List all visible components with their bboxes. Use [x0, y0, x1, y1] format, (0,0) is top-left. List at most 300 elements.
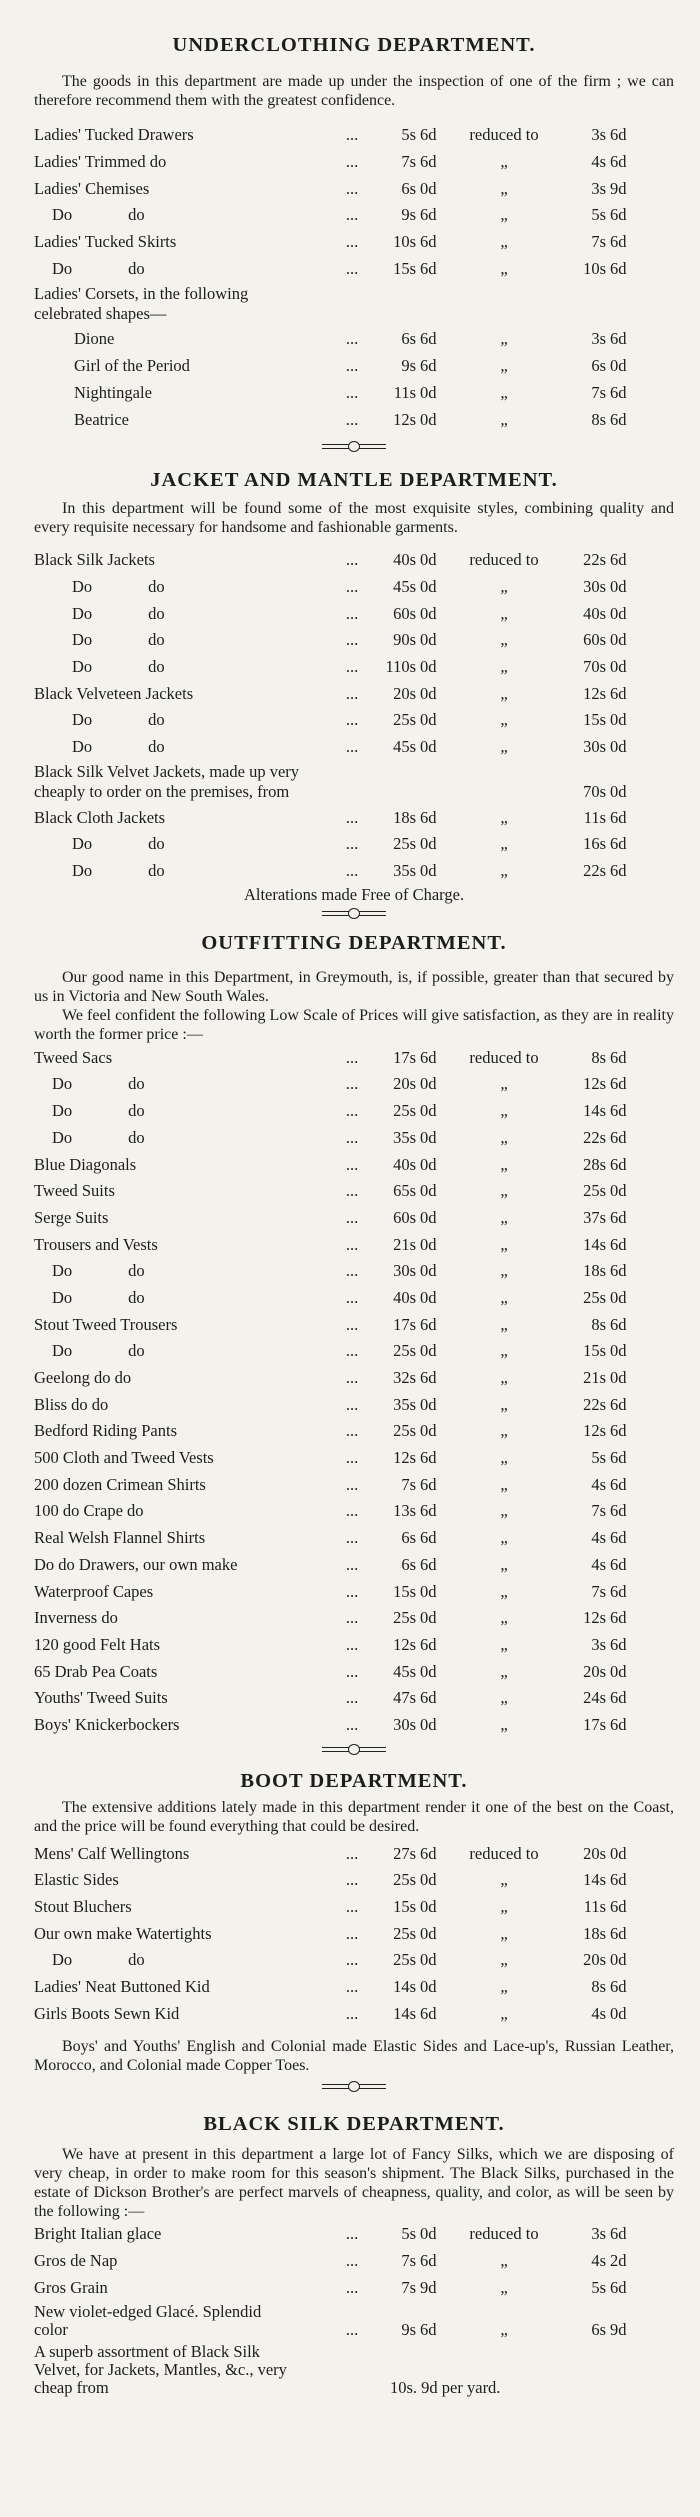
price-row — [34, 1098, 674, 1125]
old-price-pence: 0d — [420, 1421, 437, 1441]
jacket-intro: In this department will be found some of the most exquisite styles, combining quality and every requisite necessary for handsome and fashionable garments. — [34, 499, 674, 536]
leader-dots: ... — [345, 2320, 359, 2340]
old-price-shillings: 25s — [393, 1341, 416, 1361]
old-price-pence: 0d — [420, 1261, 437, 1281]
new-price-shillings: 60s — [583, 630, 606, 650]
item-label — [34, 1341, 334, 1361]
leader-dots: ... — [345, 1181, 359, 1201]
old-price-pence: 6d — [420, 152, 437, 172]
old-price-pence: 6d — [420, 1448, 437, 1468]
item-label: Inverness do — [34, 1608, 118, 1628]
item-label: 100 do Crape do — [34, 1501, 144, 1521]
old-price-pence: 0d — [420, 1977, 437, 1997]
old-price-pence: 6d — [420, 1474, 437, 1494]
old-price-shillings: 90s — [393, 630, 416, 650]
new-price-shillings: 37s — [583, 1207, 606, 1227]
jacket-note: Alterations made Free of Charge. — [243, 885, 465, 905]
old-price-shillings: 47s — [393, 1688, 416, 1708]
leader-dots: ... — [345, 205, 359, 225]
item-label-do: Do — [52, 1127, 73, 1147]
item-label: Black Cloth Jackets — [34, 807, 166, 827]
leader-dots: ... — [345, 258, 359, 278]
item-label: Nightingale — [74, 382, 152, 402]
outfitting-intro-1: Our good name in this Department, in Greymouth, is, if possible, greater than that secured by us in Victoria and New South Wales. — [34, 969, 674, 1006]
item-label: 65 Drab Pea Coats — [34, 1661, 158, 1681]
price-row — [34, 326, 674, 353]
new-price-shillings: 14s — [583, 1101, 606, 1121]
old-price-pence: 0d — [420, 630, 437, 650]
new-price-pence: 6d — [610, 2224, 627, 2244]
new-price-pence: 6d — [610, 1501, 627, 1521]
old-price-shillings: 25s — [393, 1608, 416, 1628]
price-row — [34, 858, 674, 885]
item-label — [34, 205, 334, 225]
old-price-shillings: 65s — [393, 1181, 416, 1201]
silk-list — [34, 2221, 674, 2301]
leader-dots: ... — [345, 1421, 359, 1441]
old-price-shillings: 6s — [401, 1528, 416, 1548]
velvet-jackets-label: Black Silk Velvet Jackets, made up very cheaply to order on the premises, from — [34, 762, 300, 802]
new-price-shillings: 7s — [591, 1501, 606, 1521]
new-price-shillings: 28s — [583, 1154, 606, 1174]
reduced-marker: „ — [500, 1501, 508, 1521]
price-row — [34, 1258, 674, 1285]
item-label-ditto: do — [128, 1074, 145, 1094]
leader-dots: ... — [345, 737, 359, 757]
silk-velvet-label: A superb assortment of Black Silk Velvet, for Jackets, Mantles, &c., very cheap from — [34, 2342, 287, 2398]
old-price-shillings: 7s — [401, 1474, 416, 1494]
item-label-ditto: do — [128, 258, 145, 278]
new-price-shillings: 20s — [583, 1843, 606, 1863]
item-label: Bedford Riding Pants — [34, 1421, 177, 1441]
item-label: Ladies' Neat Buttoned Kid — [34, 1977, 210, 1997]
reduced-marker: „ — [500, 1101, 508, 1121]
reduced-marker: „ — [500, 630, 508, 650]
price-row — [34, 1840, 674, 1867]
leader-dots: ... — [345, 834, 359, 854]
item-label: Tweed Suits — [34, 1181, 115, 1201]
reduced-marker: „ — [500, 1608, 508, 1628]
item-label-ditto: do — [128, 205, 145, 225]
new-price-shillings: 14s — [583, 1870, 606, 1890]
price-row — [34, 1391, 674, 1418]
new-price-pence: 0d — [610, 656, 627, 676]
leader-dots: ... — [345, 603, 359, 623]
item-label: 120 good Felt Hats — [34, 1634, 161, 1654]
new-price-shillings: 21s — [583, 1368, 606, 1388]
leader-dots: ... — [345, 1714, 359, 1734]
reduced-marker: „ — [500, 1181, 508, 1201]
old-price-pence: 6d — [420, 2251, 437, 2271]
old-price-pence: 0d — [420, 1101, 437, 1121]
leader-dots: ... — [345, 1923, 359, 1943]
old-price-pence: 0d — [420, 1341, 437, 1361]
leader-dots: ... — [345, 1234, 359, 1254]
new-price-pence: 6d — [610, 125, 627, 145]
item-label: Mens' Calf Wellingtons — [34, 1843, 190, 1863]
violet-new-s: 6s — [591, 2320, 606, 2340]
item-label-do: Do — [72, 861, 93, 881]
new-price-shillings: 20s — [583, 1661, 606, 1681]
reduced-marker: „ — [500, 1261, 508, 1281]
old-price-shillings: 11s — [393, 382, 416, 402]
reduced-marker: „ — [500, 603, 508, 623]
new-price-pence: 6d — [610, 1127, 627, 1147]
price-row — [34, 1920, 674, 1947]
leader-dots: ... — [345, 1448, 359, 1468]
new-price-shillings: 12s — [583, 1074, 606, 1094]
item-label-do: Do — [72, 710, 93, 730]
leader-dots: ... — [345, 1661, 359, 1681]
item-label: Ladies' Trimmed do — [34, 152, 167, 172]
price-row — [34, 707, 674, 734]
price-row — [34, 1471, 674, 1498]
new-price-pence: 6d — [610, 1474, 627, 1494]
jacket-title: JACKET AND MANTLE DEPARTMENT. — [150, 468, 558, 491]
violet-glace-row — [34, 2301, 674, 2341]
old-price-pence: 6d — [420, 1368, 437, 1388]
item-label — [34, 577, 334, 597]
new-price-shillings: 8s — [591, 1314, 606, 1334]
item-label: Black Silk Jackets — [34, 550, 155, 570]
old-price-shillings: 35s — [393, 1127, 416, 1147]
old-price-pence: 0d — [420, 1234, 437, 1254]
reduced-marker: „ — [500, 1341, 508, 1361]
item-label — [34, 861, 334, 881]
old-price-pence: 9d — [420, 2277, 437, 2297]
leader-dots: ... — [345, 178, 359, 198]
section-divider — [34, 1742, 674, 1756]
leader-dots: ... — [345, 2251, 359, 2271]
reduced-marker: „ — [500, 1923, 508, 1943]
old-price-shillings: 7s — [401, 152, 416, 172]
leader-dots: ... — [345, 710, 359, 730]
reduced-marker: „ — [500, 1688, 508, 1708]
old-price-shillings: 20s — [393, 683, 416, 703]
new-price-pence: 2d — [610, 2251, 627, 2271]
price-row — [34, 547, 674, 574]
old-price-pence: 0d — [420, 1127, 437, 1147]
old-price-shillings: 15s — [393, 1581, 416, 1601]
leader-dots: ... — [345, 1047, 359, 1067]
price-row — [34, 1712, 674, 1739]
new-price-pence: 6d — [610, 1714, 627, 1734]
leader-dots: ... — [345, 1501, 359, 1521]
price-row — [34, 1151, 674, 1178]
reduced-marker: „ — [500, 2251, 508, 2271]
price-row — [34, 202, 674, 229]
reduced-marker: „ — [500, 152, 508, 172]
new-price-shillings: 22s — [583, 861, 606, 881]
reduced-marker: „ — [500, 737, 508, 757]
price-row — [34, 1632, 674, 1659]
old-price-shillings: 5s — [401, 2224, 416, 2244]
old-price-shillings: 20s — [393, 1074, 416, 1094]
item-label: Ladies' Chemises — [34, 178, 150, 198]
price-row — [34, 1947, 674, 1974]
item-label: Girls Boots Sewn Kid — [34, 2003, 180, 2023]
old-price-shillings: 25s — [393, 834, 416, 854]
old-price-pence: 0d — [420, 1950, 437, 1970]
leader-dots: ... — [345, 1688, 359, 1708]
new-price-shillings: 7s — [591, 382, 606, 402]
old-price-shillings: 5s — [401, 125, 416, 145]
new-price-pence: 6d — [610, 232, 627, 252]
item-label-ditto: do — [148, 737, 165, 757]
old-price-pence: 6d — [420, 807, 437, 827]
old-price-shillings: 17s — [393, 1314, 416, 1334]
reduced-marker: „ — [500, 1448, 508, 1468]
new-price-shillings: 12s — [583, 1608, 606, 1628]
reduced-marker: „ — [500, 1528, 508, 1548]
reduced-marker: reduced to — [469, 1047, 539, 1067]
new-price-pence: 0d — [610, 1368, 627, 1388]
new-price-pence: 0d — [610, 1843, 627, 1863]
reduced-marker: „ — [500, 807, 508, 827]
old-price-shillings: 21s — [393, 1234, 416, 1254]
reduced-marker: „ — [500, 1314, 508, 1334]
leader-dots: ... — [345, 1368, 359, 1388]
item-label — [34, 1288, 334, 1308]
reduced-marker: „ — [500, 2003, 508, 2023]
new-price-shillings: 11s — [583, 807, 606, 827]
reduced-marker: „ — [500, 356, 508, 376]
new-price-shillings: 22s — [583, 1127, 606, 1147]
price-row — [34, 1605, 674, 1632]
price-row — [34, 1552, 674, 1579]
old-price-pence: 0d — [420, 1181, 437, 1201]
price-row — [34, 1178, 674, 1205]
reduced-marker: „ — [500, 2277, 508, 2297]
old-price-shillings: 25s — [393, 1101, 416, 1121]
price-row — [34, 406, 674, 433]
underclothing-list — [34, 122, 674, 282]
old-price-shillings: 12s — [393, 409, 416, 429]
new-price-shillings: 22s — [583, 550, 606, 570]
old-price-pence: 0d — [420, 550, 437, 570]
new-price-pence: 6d — [610, 1394, 627, 1414]
old-price-shillings: 12s — [393, 1634, 416, 1654]
section-divider — [34, 2079, 674, 2093]
old-price-pence: 6d — [420, 1554, 437, 1574]
old-price-pence: 6d — [420, 205, 437, 225]
leader-dots: ... — [345, 1261, 359, 1281]
reduced-marker: „ — [500, 1870, 508, 1890]
item-label: 200 dozen Crimean Shirts — [34, 1474, 206, 1494]
price-row — [34, 380, 674, 407]
old-price-pence: 0d — [420, 1207, 437, 1227]
old-price-shillings: 6s — [401, 1554, 416, 1574]
leader-dots: ... — [345, 807, 359, 827]
price-row — [34, 600, 674, 627]
item-label — [34, 1074, 334, 1094]
item-label: Tweed Sacs — [34, 1047, 113, 1067]
outfitting-list — [34, 1044, 674, 1738]
item-label-ditto: do — [128, 1261, 145, 1281]
new-price-pence: 0d — [610, 630, 627, 650]
section-divider — [34, 439, 674, 453]
new-price-shillings: 15s — [583, 710, 606, 730]
item-label: Boys' Knickerbockers — [34, 1714, 180, 1734]
new-price-pence: 6d — [610, 1897, 627, 1917]
leader-dots: ... — [345, 152, 359, 172]
item-label: Ladies' Tucked Drawers — [34, 125, 194, 145]
new-price-shillings: 4s — [591, 1554, 606, 1574]
new-price-pence: 6d — [610, 861, 627, 881]
new-price-shillings: 10s — [583, 258, 606, 278]
reduced-marker: „ — [500, 834, 508, 854]
item-label-do: Do — [52, 1287, 73, 1307]
leader-dots: ... — [345, 1977, 359, 1997]
price-row — [34, 1285, 674, 1312]
item-label-do: Do — [72, 630, 93, 650]
item-label-do: Do — [72, 834, 93, 854]
new-price-pence: 0d — [610, 1950, 627, 1970]
old-price-shillings: 9s — [401, 205, 416, 225]
item-label-do: Do — [52, 258, 73, 278]
item-label: 500 Cloth and Tweed Vests — [34, 1448, 214, 1468]
reduced-marker: „ — [500, 1554, 508, 1574]
leader-dots: ... — [345, 1394, 359, 1414]
old-price-shillings: 25s — [393, 710, 416, 730]
item-label-ditto: do — [148, 576, 165, 596]
leader-dots: ... — [345, 1554, 359, 1574]
leader-dots: ... — [345, 1634, 359, 1654]
leader-dots: ... — [345, 409, 359, 429]
item-label — [34, 834, 334, 854]
new-price-shillings: 22s — [583, 1394, 606, 1414]
item-label: Waterproof Capes — [34, 1581, 154, 1601]
new-price-shillings: 7s — [591, 1581, 606, 1601]
new-price-pence: 6d — [610, 1554, 627, 1574]
new-price-pence: 6d — [610, 329, 627, 349]
new-price-shillings: 40s — [583, 603, 606, 623]
old-price-pence: 6d — [420, 1501, 437, 1521]
new-price-shillings: 17s — [583, 1714, 606, 1734]
item-label-ditto: do — [128, 1341, 145, 1361]
old-price-shillings: 45s — [393, 576, 416, 596]
old-price-pence: 6d — [420, 356, 437, 376]
new-price-shillings: 16s — [583, 834, 606, 854]
item-label-ditto: do — [148, 834, 165, 854]
leader-dots: ... — [345, 1950, 359, 1970]
old-price-shillings: 40s — [393, 1154, 416, 1174]
leader-dots: ... — [345, 1101, 359, 1121]
new-price-shillings: 24s — [583, 1688, 606, 1708]
outfitting-title: OUTFITTING DEPARTMENT. — [201, 932, 507, 955]
leader-dots: ... — [345, 861, 359, 881]
new-price-pence: 6d — [610, 1688, 627, 1708]
leader-dots: ... — [345, 1341, 359, 1361]
new-price-pence: 0d — [610, 1341, 627, 1361]
leader-dots: ... — [345, 550, 359, 570]
old-price-pence: 0d — [420, 1661, 437, 1681]
leader-dots: ... — [345, 329, 359, 349]
new-price-pence: 6d — [610, 152, 627, 172]
new-price-pence: 6d — [610, 1528, 627, 1548]
item-label: Stout Bluchers — [34, 1897, 132, 1917]
new-price-shillings: 7s — [591, 232, 606, 252]
old-price-shillings: 25s — [393, 1421, 416, 1441]
silk-title: BLACK SILK DEPARTMENT. — [203, 2113, 505, 2136]
new-price-pence: 6d — [610, 807, 627, 827]
old-price-shillings: 15s — [393, 258, 416, 278]
new-price-pence: 6d — [610, 1448, 627, 1468]
reduced-marker: „ — [500, 1950, 508, 1970]
new-price-pence: 6d — [610, 2277, 627, 2297]
old-price-shillings: 60s — [393, 1207, 416, 1227]
price-row — [34, 1071, 674, 1098]
reduced-marker: „ — [500, 1394, 508, 1414]
leader-dots: ... — [345, 1474, 359, 1494]
reduced-marker: „ — [500, 861, 508, 881]
reduced-marker: „ — [500, 178, 508, 198]
reduced-marker: „ — [500, 710, 508, 730]
new-price-shillings: 4s — [591, 152, 606, 172]
old-price-shillings: 10s — [393, 232, 416, 252]
price-row — [34, 1338, 674, 1365]
item-label-do: Do — [52, 1950, 73, 1970]
reduced-marker: „ — [500, 258, 508, 278]
new-price-shillings: 30s — [583, 576, 606, 596]
item-label-do: Do — [72, 737, 93, 757]
price-row — [34, 122, 674, 149]
price-row — [34, 804, 674, 831]
old-price-pence: 0d — [420, 1074, 437, 1094]
old-price-pence: 0d — [420, 382, 437, 402]
new-price-pence: 6d — [610, 1074, 627, 1094]
silk-velvet-price: 10s. 9d per yard. — [390, 2378, 501, 2398]
new-price-pence: 0d — [610, 1287, 627, 1307]
item-label — [34, 259, 334, 279]
underclothing-intro: The goods in this department are made up under the inspection of one of the firm ; we can therefore recommend them with the greatest confidence. — [34, 73, 674, 109]
leader-dots: ... — [345, 1870, 359, 1890]
new-price-pence: 6d — [610, 1261, 627, 1281]
item-label — [34, 604, 334, 624]
reduced-marker: „ — [500, 1661, 508, 1681]
item-label — [34, 1261, 334, 1281]
reduced-marker: reduced to — [469, 125, 539, 145]
item-label: Stout Tweed Trousers — [34, 1314, 178, 1334]
new-price-shillings: 3s — [591, 125, 606, 145]
cloth-jacket-list — [34, 804, 674, 884]
old-price-pence: 6d — [420, 258, 437, 278]
corsets-heading-row — [34, 282, 674, 326]
item-label-ditto: do — [128, 1287, 145, 1307]
old-price-pence: 0d — [420, 603, 437, 623]
new-price-pence: 0d — [610, 737, 627, 757]
item-label: Gros de Nap — [34, 2251, 118, 2271]
reduced-marker: „ — [500, 1207, 508, 1227]
price-row — [34, 1894, 674, 1921]
leader-dots: ... — [345, 1897, 359, 1917]
new-price-shillings: 25s — [583, 1181, 606, 1201]
violet-glace-label: New violet-edged Glacé. Splendid color — [34, 2302, 262, 2340]
jacket-list — [34, 547, 674, 761]
silk-intro: We have at present in this department a large lot of Fancy Silks, which we are disposing of very cheap, in order to make room for this season's shipment. The Black Silks, purchased in the estate of Dickson Brother's are perfect marvels of cheapness, quality, and color, as will be seen by the following :— — [34, 2146, 674, 2221]
item-label-do: Do — [72, 603, 93, 623]
violet-new-d: 9d — [610, 2320, 627, 2340]
new-price-pence: 6d — [610, 1234, 627, 1254]
new-price-shillings: 18s — [583, 1923, 606, 1943]
item-label-ditto: do — [128, 1101, 145, 1121]
new-price-shillings: 3s — [591, 2224, 606, 2244]
new-price-pence: 9d — [610, 178, 627, 198]
boot-title: BOOT DEPARTMENT. — [240, 1770, 468, 1793]
item-label: Gros Grain — [34, 2277, 108, 2297]
old-price-pence: 6d — [420, 2003, 437, 2023]
leader-dots: ... — [345, 125, 359, 145]
